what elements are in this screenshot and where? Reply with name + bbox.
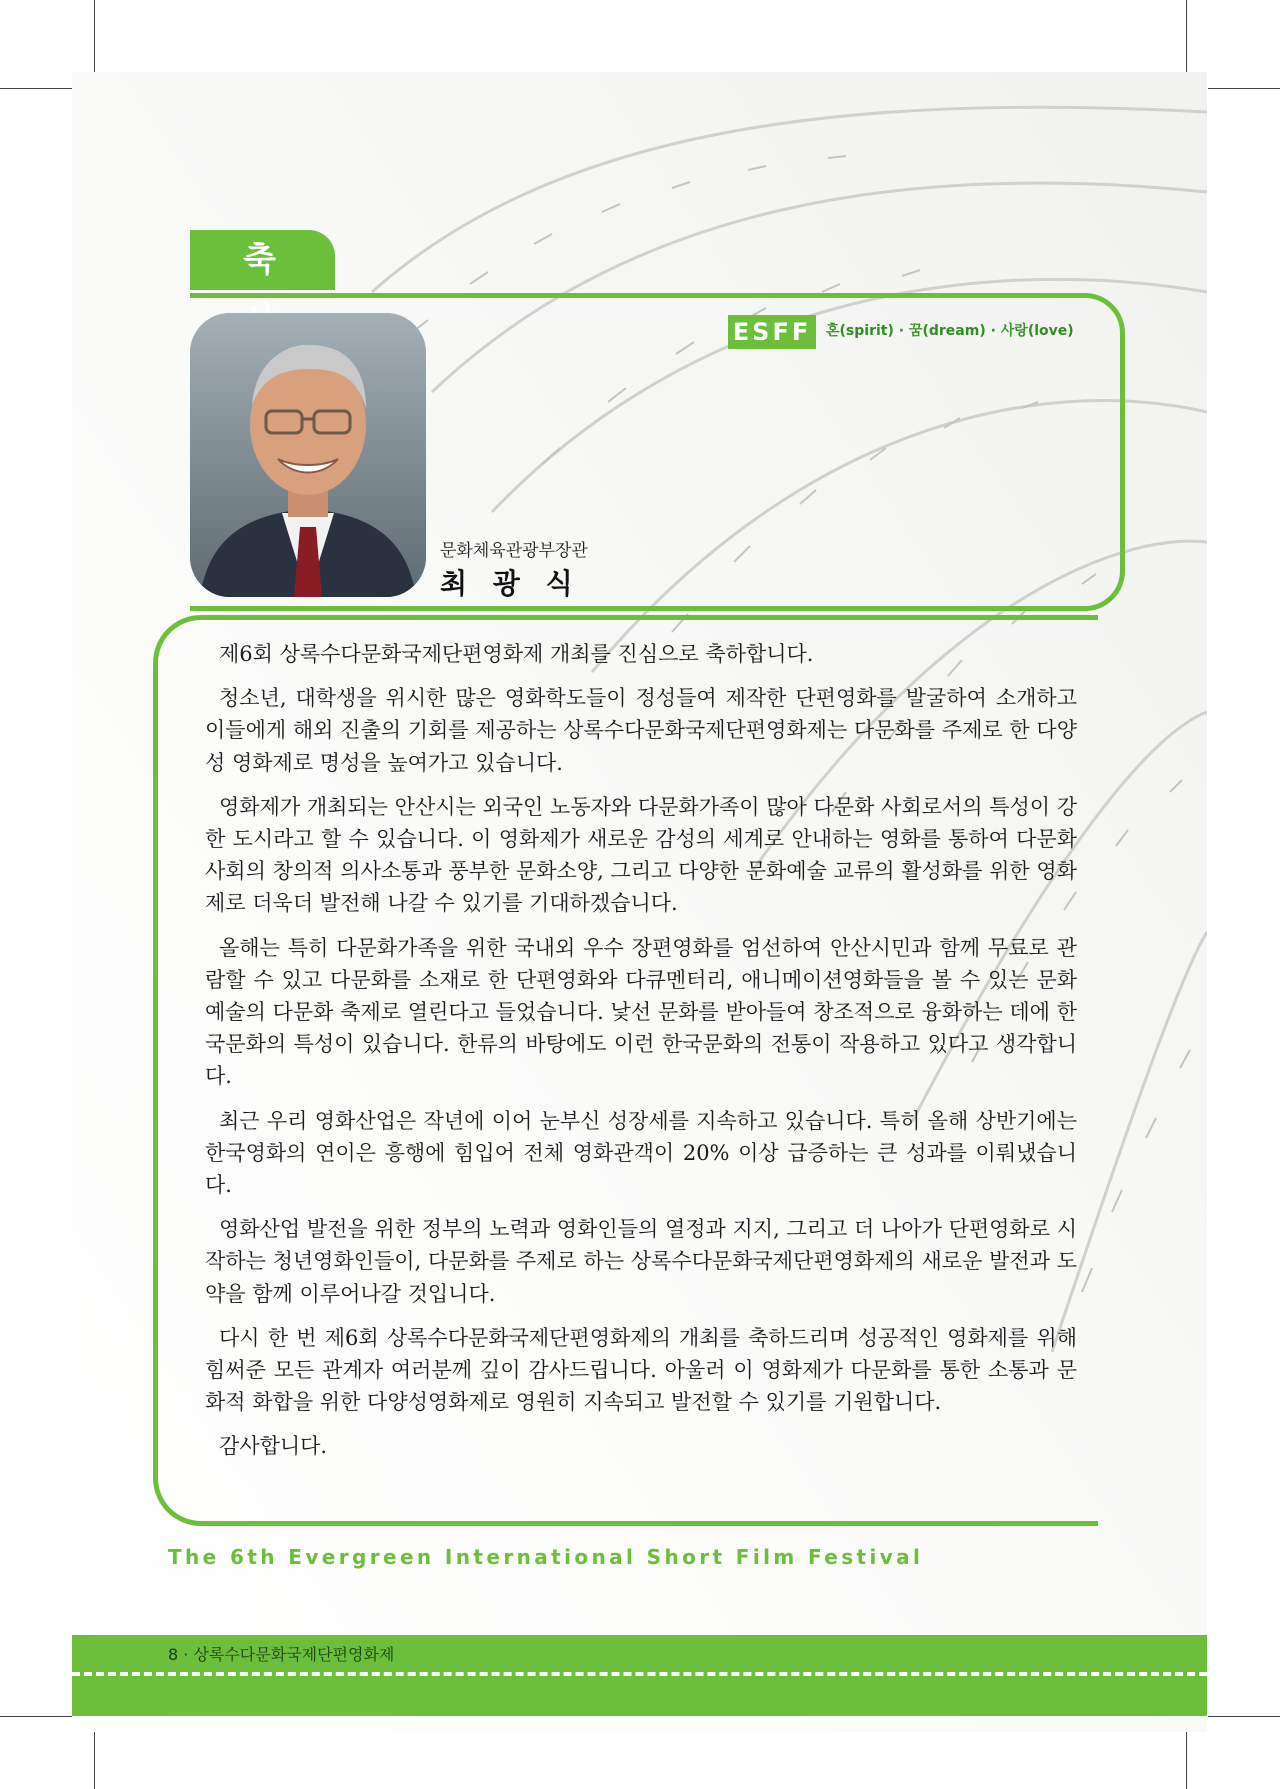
portrait-photo — [190, 313, 426, 597]
congratulatory-message — [205, 638, 1077, 1475]
heading-label: 축 — [243, 240, 302, 280]
paragraph: 청소년, 대학생을 위시한 많은 영화학도들이 정성들여 제작한 단편영화를 발굴하여 소개하고 이들에게 해외 진출의 기회를 제공하는 상록수다문화국제단편영화제는 다문화를 주제로 한 다양성 영화제로 명성을 높여가고 있습니다. — [205, 686, 1077, 775]
paragraph: 영화산업 발전을 위한 정부의 노력과 영화인들의 열정과 지지, 그리고 더 나아가 단편영화로 시작하는 청년영화인들이, 다문화를 주제로 하는 상록수다문화국제단편영화제의 새로운 발전과 도약을 함께 이루어나갈 것입니다. — [205, 1217, 1077, 1306]
heading-tab — [190, 230, 335, 290]
festival-tagline: 혼(spirit) · 꿈(dream) · 사랑(love) — [826, 323, 1074, 339]
footer-page-label: 8 · 상록수다문화국제단편영화제 — [168, 1645, 395, 1664]
crop-mark — [1208, 88, 1280, 89]
paragraph: 감사합니다. — [219, 1434, 328, 1459]
footer-dashed-stripe — [72, 1672, 1207, 1676]
crop-mark — [1186, 0, 1187, 72]
paragraph: 영화제가 개최되는 안산시는 외국인 노동자와 다문화가족이 많아 다문화 사회로서의 특성이 강한 도시라고 할 수 있습니다. 이 영화제가 새로운 감성의 세계로 안내하는 영화를 통하여 다문화사회의 창의적 의사소통과 풍부한 문화소양, 그리고 다양한 문화예술 교류의 활성화를 위한 영화제로 더욱더 발전해 나갈 수 있기를 기대하겠습니다. — [205, 794, 1077, 916]
crop-mark — [94, 0, 95, 72]
paragraph: 최근 우리 영화산업은 작년에 이어 눈부신 성장세를 지속하고 있습니다. 특히 올해 상반기에는 한국영화의 연이은 흥행에 힘입어 전체 영화관객이 20% 이상 급증하는 큰 성과를 이뤄냈습니다. — [205, 1108, 1077, 1198]
paragraph: 제6회 상록수다문화국제단편영화제 개최를 진심으로 축하합니다. — [219, 642, 814, 666]
esff-logo-text: ESFF — [732, 318, 812, 346]
portrait-illustration — [190, 313, 426, 597]
author-title: 문화체육관광부장관 — [440, 541, 588, 561]
paragraph: 다시 한 번 제6회 상록수다문화국제단편영화제의 개최를 축하드리며 성공적인 영화제를 위해 힘써준 모든 관계자 여러분께 깊이 감사드립니다. 아울러 이 영화제가 다문화를 통한 소통과 문화적 화합을 위한 다양성영화제로 영원히 지속되고 발전할 수 있기를 기원합니다. — [205, 1325, 1077, 1415]
crop-mark — [0, 1716, 72, 1717]
crop-mark — [1186, 1732, 1187, 1789]
author-name: 최 광 식 — [440, 567, 581, 600]
paragraph: 올해는 특히 다문화가족을 위한 국내외 우수 장편영화를 엄선하여 안산시민과 함께 무료로 관람할 수 있고 다문화를 소재로 한 단편영화와 다큐멘터리, 애니메이션영화들을 볼 수 있는 문화예술의 다문화 축제로 열린다고 들었습니다. 낯선 문화를 받아들여 창조적으로 융화하는 데에 한국문화의 특성이 있습니다. 한류의 바탕에도 이런 한국문화의 전통이 작용하고 있다고 생각합니다. — [205, 935, 1077, 1089]
crop-mark — [0, 88, 72, 89]
crop-mark — [94, 1732, 95, 1789]
festival-title: The 6th Evergreen International Short Film Festival — [168, 1545, 924, 1569]
crop-mark — [1208, 1716, 1280, 1717]
